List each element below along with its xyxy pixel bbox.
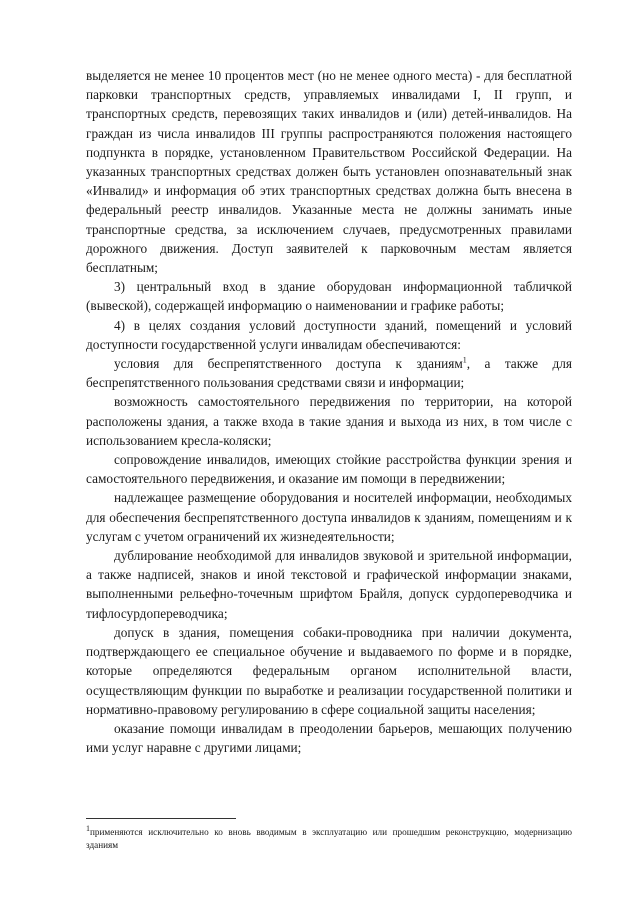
paragraph-parking: выделяется не менее 10 процентов мест (но не менее одного места) - для бесплатной парковки транспортных средств, управляемых инвалидами I, II групп, и транспортных средств, перевозящих таких инвалидов и (или) детей-инвалидов. На граждан из числа инвалидов III группы распространяются положения настоящего подпункта в порядке, установленном Правительством Российской Федерации. На указанных транспортных средствах должен быть установлен опознавательный знак «Инвалид» и информация об этих транспортных средствах должна быть внесена в федеральный реестр инвалидов. Указанные места не должны занимать иные транспортные средства, за исключением случаев, предусмотренных правилами дорожного движения. Доступ заявителей к парковочным местам является бесплатным;: [86, 68, 572, 276]
paragraph-text-part: условия для беспрепятственного доступа к зданиям: [114, 356, 463, 372]
paragraph-guide-dog: допуск в здания, помещения собаки-проводника при наличии документа, подтверждающего ее специальное обучение и выдаваемого по форме и в порядке, которые определяются федеральным органом исполнительной власти, осуществляющим функции по выработке и реализации государственной политики и нормативно-правовому регулированию в сфере социальной защиты населения;: [86, 624, 572, 717]
paragraph-central-entrance: 3) центральный вход в здание оборудован информационной табличкой (вывеской), содержащей информацию о наименовании и графике работы;: [86, 279, 572, 314]
paragraph-equipment-placement: надлежащее размещение оборудования и носителей информации, необходимых для обеспечения беспрепятственного доступа инвалидов к зданиям, помещениям и к услугам с учетом ограничений их жизнедеятельности;: [86, 490, 572, 544]
paragraph-information-duplication: дублирование необходимой для инвалидов звуковой и зрительной информации, а также надписей, знаков и иной текстовой и графической информации знаками, выполненными рельефно-точечным шрифтом Брайля, допуск сурдопереводчика и тифлосурдопереводчика;: [86, 548, 572, 621]
paragraph-escort: сопровождение инвалидов, имеющих стойкие расстройства функции зрения и самостоятельного передвижения, и оказание им помощи в передвижении;: [86, 452, 572, 487]
paragraph-independent-movement: возможность самостоятельного передвижения по территории, на которой расположены здания, а также входа в такие здания и выхода из них, в том числе с использованием кресла-коляски;: [86, 394, 572, 448]
footnote-reference: 1: [462, 355, 467, 365]
paragraph-barrier-assistance: оказание помощи инвалидам в преодолении барьеров, мешающих получению ими услуг наравне с другими лицами;: [86, 720, 572, 756]
footnote-divider: [86, 818, 236, 819]
paragraph-accessibility-intro: 4) в целях создания условий доступности зданий, помещений и условий доступности государственной услуги инвалидам обеспечиваются:: [86, 317, 572, 352]
footnote-mark: 1: [86, 823, 90, 833]
paragraph-unobstructed-access: [86, 354, 572, 392]
paragraph-text-part: , а также для беспрепятственного пользования средствами связи и информации;: [86, 356, 572, 391]
document-body: [86, 66, 572, 757]
footnote: [86, 823, 572, 851]
footnote-text: применяются исключительно ко вновь вводимым в эксплуатацию или прошедшим реконструкцию, модернизацию зданиям: [86, 827, 572, 850]
